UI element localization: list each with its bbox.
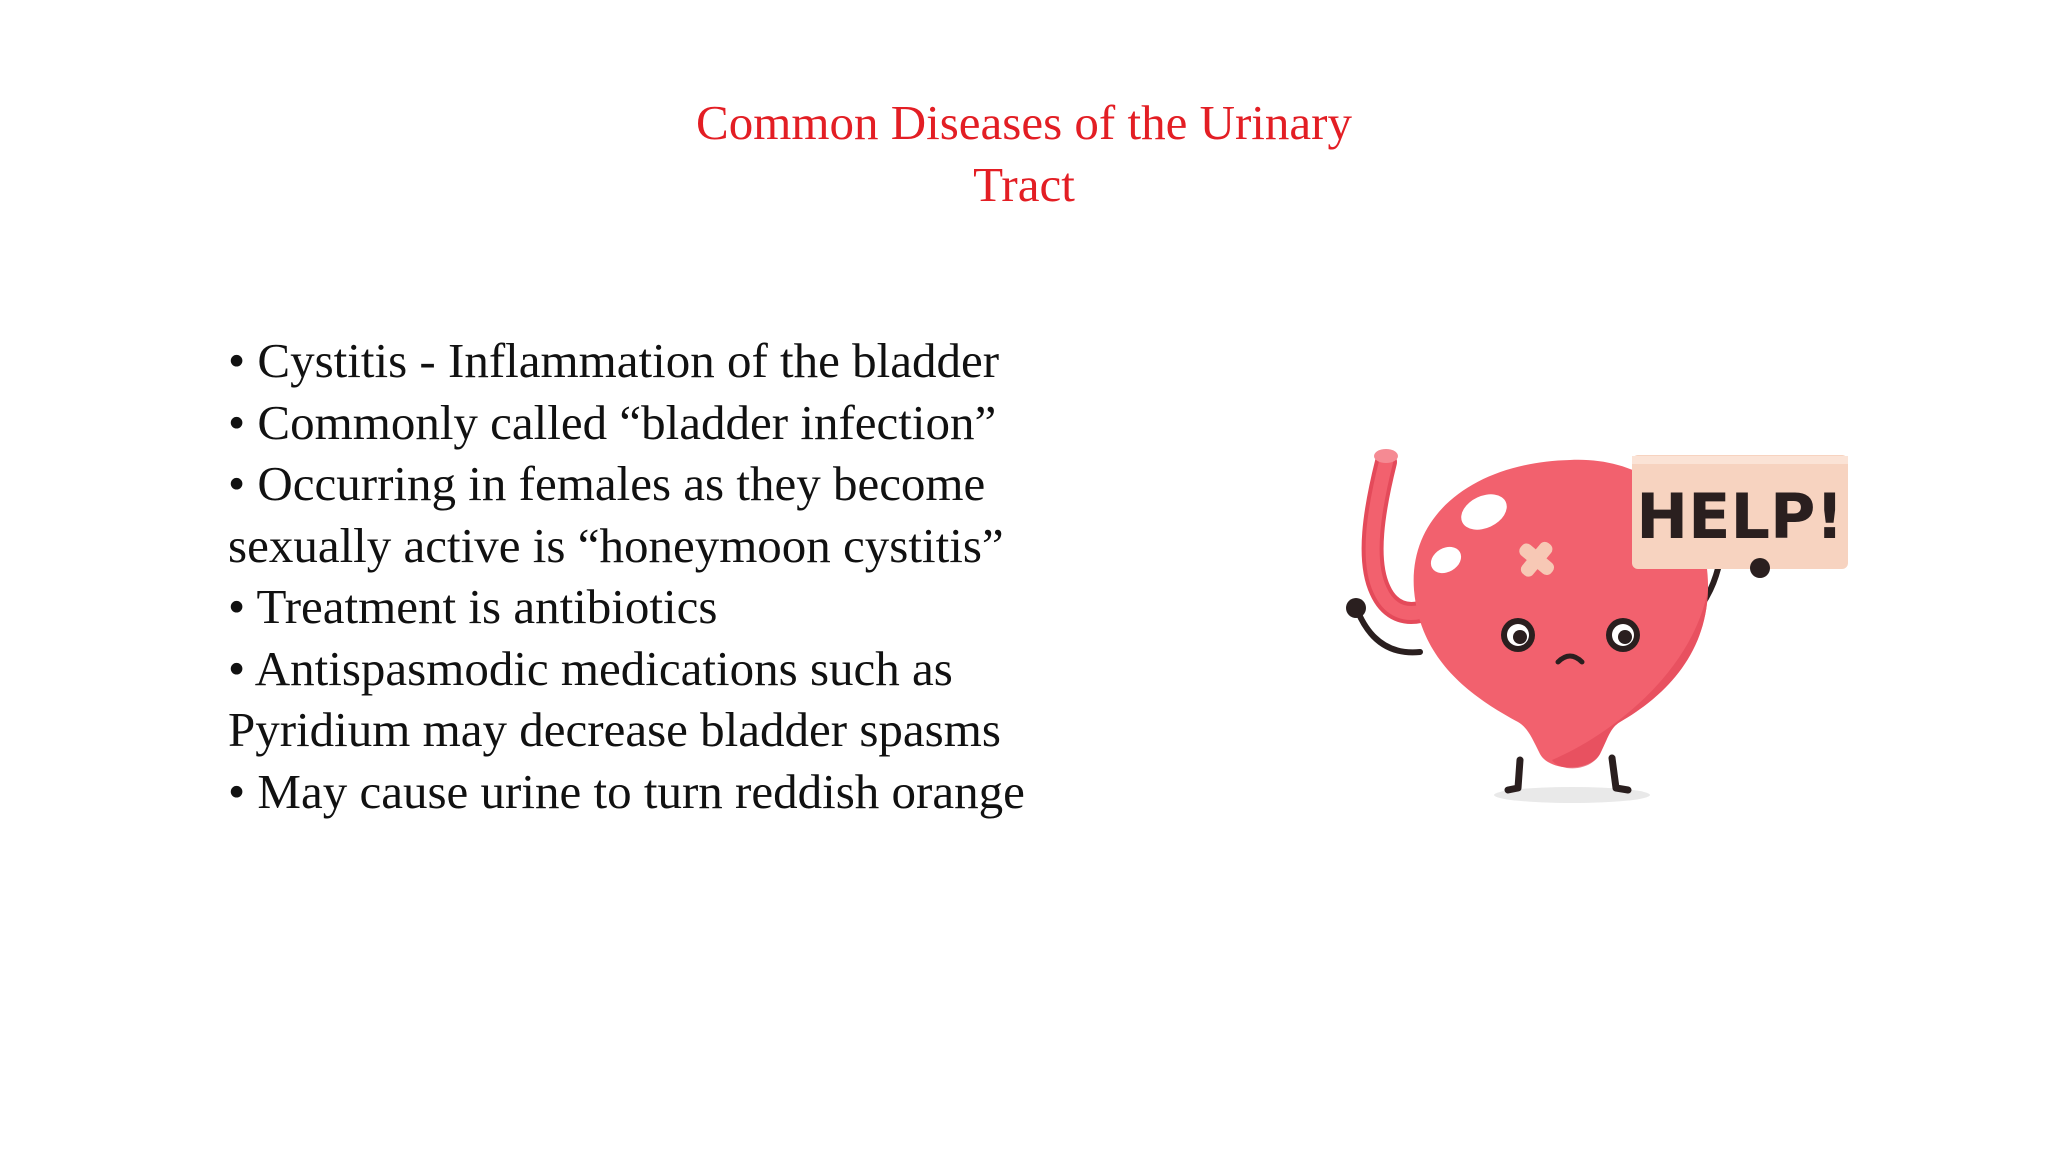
left-leg bbox=[1508, 760, 1520, 790]
bullet-line: Pyridium may decrease bladder spasms bbox=[228, 702, 1001, 757]
slide-title-line-2: Tract bbox=[973, 157, 1075, 212]
bullet-line: • Cystitis - Inflammation of the bladder bbox=[228, 333, 1000, 388]
bullet-line: • Occurring in females as they become bbox=[228, 456, 986, 511]
left-pupil bbox=[1513, 630, 1527, 644]
bullet-line: • Treatment is antibiotics bbox=[228, 579, 718, 634]
right-hand bbox=[1750, 558, 1770, 578]
left-hand bbox=[1346, 598, 1366, 618]
bladder-mascot-svg bbox=[1270, 260, 1930, 920]
slide-title bbox=[574, 92, 1474, 216]
slide-title-line-1: Common Diseases of the Urinary bbox=[696, 95, 1352, 150]
bullet-line: • May cause urine to turn reddish orange bbox=[228, 763, 1025, 819]
bullet-line: sexually active is “honeymoon cystitis” bbox=[228, 517, 1004, 573]
right-leg bbox=[1612, 758, 1628, 790]
help-sign-top bbox=[1632, 456, 1848, 464]
bladder-mascot-illustration bbox=[1270, 260, 1930, 920]
ureter-tube-inner bbox=[1373, 462, 1420, 613]
ureter-opening bbox=[1374, 449, 1398, 463]
bullet-line: • Antispasmodic medications such as bbox=[228, 640, 953, 696]
bullet-list bbox=[228, 330, 1128, 822]
right-pupil bbox=[1618, 630, 1632, 644]
bullet-line: • Commonly called “bladder infection” bbox=[228, 394, 997, 450]
help-sign-text: HELP! bbox=[1636, 480, 1844, 553]
